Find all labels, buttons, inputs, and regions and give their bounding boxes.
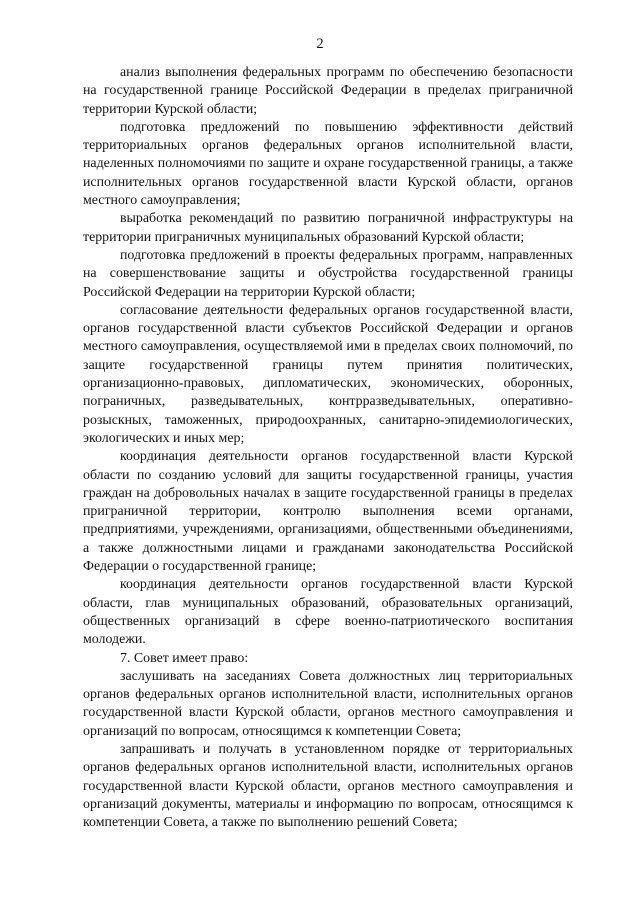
page-number: 2 [316,36,324,52]
section-7-heading: 7. Совет имеет право: [120,650,249,666]
paragraph-federal-program-proposals: подготовка предложений в проекты федеральных программ, направленных на совершенствование защиты и обустройства государственной границы Российской Федерации на территории Курской области; [83,247,573,300]
paragraph-regional-coordination: координация деятельности органов государственной власти Курской области по созданию условий для защиты государственной границы, участия граждан на добровольных началах в защите государственной границы в пределах приграничной территории, контролю выполнения всеми органами, предприятиями, учреждениями, организациями, общественными объединениями, а также должностными лицами и гражданами законодательства Российской Федерации о государственной границе; [83,449,573,575]
document-body [83,64,573,832]
paragraph-efficiency-proposals: подготовка предложений по повышению эффективности действий территориальных органов федеральных органов исполнительной власти, наделенных полномочиями по защите и охране государственной границы, а также исполнительных органов государственной власти Курской области, органов местного самоуправления; [83,119,573,209]
paragraph-analysis: анализ выполнения федеральных программ по обеспечению безопасности на государственной границе Российской Федерации в пределах приграничной территории Курской области; [83,65,573,117]
paragraph-hearings-right: заслушивать на заседаниях Совета должностных лиц территориальных органов федеральных органов исполнительной власти, исполнительных органов государственной власти Курской области, органов местного самоуправления и организаций по вопросам, относящимся к компетенции Совета; [83,668,573,739]
paragraph-activity-coordination: согласование деятельности федеральных органов государственной власти, органов государственной власти субъектов Российской Федерации и органов местного самоуправления, осуществляемой ими в пределах своих полномочий, по защите государственной границы путем принятия политических, организационно-правовых, дипломатических, экономических, оборонных, пограничных, разведывательных, контрразведывательных, оперативно-розыскных, таможенных, природоохранных, санитарно-эпидемиологических, экологических и иных мер; [83,302,573,446]
paragraph-infrastructure-recommendations: выработка рекомендаций по развитию пограничной инфраструктуры на территории приграничных муниципальных образований Курской области; [83,211,573,245]
paragraph-youth-patriotic-education: координация деятельности органов государственной власти Курской области, глав муниципальных образований, образовательных организаций, общественных организаций в сфере военно-патриотического воспитания молодежи. [83,577,573,648]
paragraph-information-request-right: запрашивать и получать в установленном порядке от территориальных органов федеральных органов исполнительной власти, исполнительных органов государственной власти Курской области, органов местного самоуправления и организаций документы, материалы и информацию по вопросам, относящимся к компетенции Совета, а также по выполнению решений Совета; [83,741,573,831]
